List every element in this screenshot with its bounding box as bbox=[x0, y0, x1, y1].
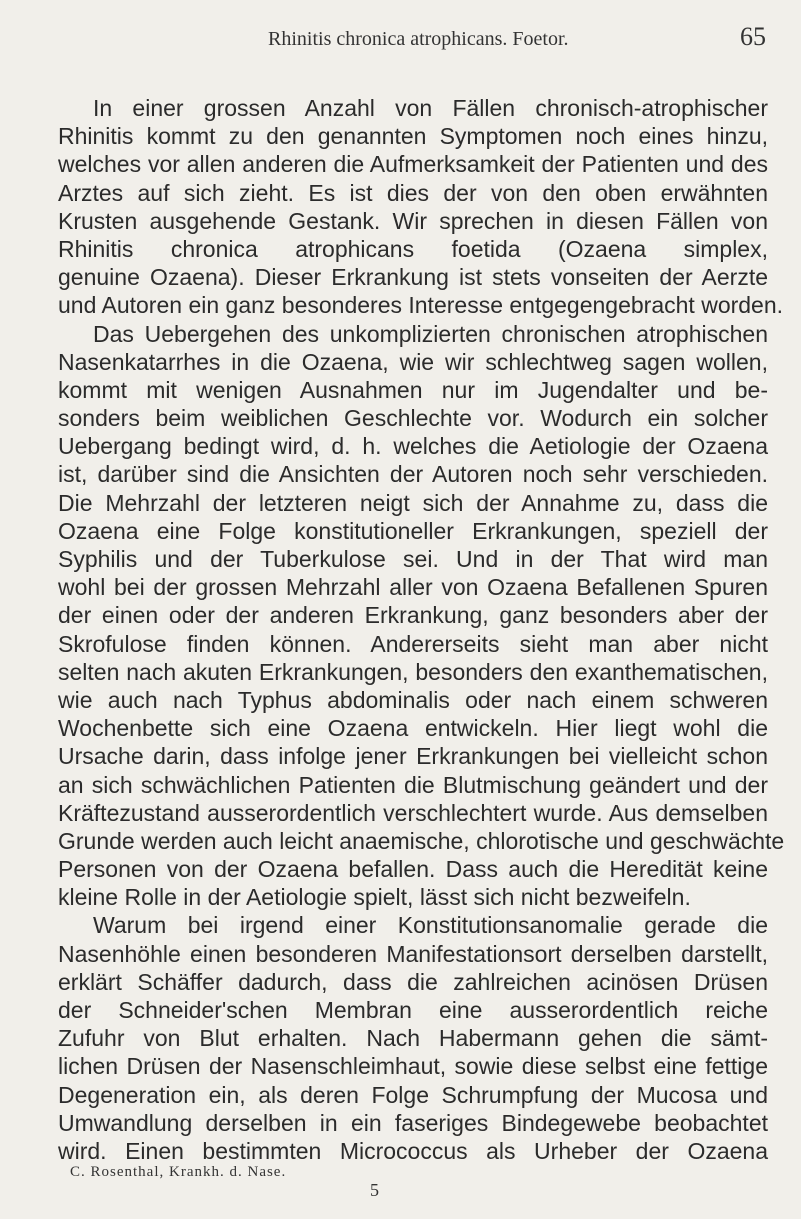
text-line: sonders beim weiblichen Geschlechte vor. Wodurch ein solcher bbox=[58, 405, 768, 432]
text-line: Personen von der Ozaena befallen. Dass auch die Heredität keine bbox=[58, 856, 768, 883]
text-line: Ursache darin, dass infolge jener Erkrankungen bei vielleicht schon bbox=[58, 743, 768, 770]
footer-note: C. Rosenthal, Krankh. d. Nase. bbox=[70, 1164, 287, 1180]
text-line: erklärt Schäffer dadurch, dass die zahlreichen acinösen Drüsen bbox=[58, 968, 768, 995]
text-line: Das Uebergehen des unkomplizierten chronischen atrophischen bbox=[93, 320, 768, 347]
text-line: und Autoren ein ganz besonderes Interesse entgegengebracht worden. bbox=[58, 292, 784, 319]
text-line: wie auch nach Typhus abdominalis oder nach einem schweren bbox=[58, 686, 768, 713]
text-line: Arztes auf sich zieht. Es ist dies der von den oben erwähnten bbox=[58, 179, 768, 206]
body-text bbox=[58, 94, 785, 1165]
text-line: ist, darüber sind die Ansichten der Autoren noch sehr verschieden. bbox=[58, 461, 768, 488]
text-line: Zufuhr von Blut erhalten. Nach Habermann gehen die sämt- bbox=[58, 1025, 768, 1052]
text-line: Rhinitis kommt zu den genannten Symptomen noch eines hinzu, bbox=[58, 123, 768, 150]
text-line: wohl bei der grossen Mehrzahl aller von Ozaena Befallenen Spuren bbox=[58, 574, 768, 601]
text-line: an sich schwächlichen Patienten die Blutmischung geändert und der bbox=[58, 771, 768, 798]
text-line: lichen Drüsen der Nasenschleimhaut, sowie diese selbst eine fettige bbox=[58, 1053, 768, 1080]
text-line: Skrofulose finden können. Andererseits sieht man aber nicht bbox=[58, 630, 768, 657]
text-line: Degeneration ein, als deren Folge Schrumpfung der Mucosa und bbox=[58, 1081, 768, 1108]
text-line: Die Mehrzahl der letzteren neigt sich der Annahme zu, dass die bbox=[58, 489, 768, 516]
text-line: wird. Einen bestimmten Micrococcus als Urheber der Ozaena bbox=[58, 1137, 768, 1164]
text-line: Nasenhöhle einen besonderen Manifestationsort derselben darstellt, bbox=[58, 940, 768, 967]
text-line: Kräftezustand ausserordentlich verschlechtert wurde. Aus demselben bbox=[58, 799, 768, 826]
text-line: kommt mit wenigen Ausnahmen nur im Jugendalter und be- bbox=[58, 376, 768, 403]
text-line: selten nach akuten Erkrankungen, besonders den exanthematischen, bbox=[58, 658, 768, 685]
text-line: kleine Rolle in der Aetiologie spielt, lässt sich nicht bezweifeln. bbox=[58, 884, 691, 911]
text-line: Wochenbette sich eine Ozaena entwickeln. Hier liegt wohl die bbox=[58, 715, 768, 742]
text-line: Umwandlung derselben in ein faseriges Bindegewebe beobachtet bbox=[58, 1109, 768, 1136]
text-line: welches vor allen anderen die Aufmerksamkeit der Patienten und des bbox=[58, 151, 768, 178]
text-line: Uebergang bedingt wird, d. h. welches die Aetiologie der Ozaena bbox=[58, 433, 768, 460]
text-line: Syphilis und der Tuberkulose sei. Und in der That wird man bbox=[58, 546, 768, 572]
signature-mark: 5 bbox=[370, 1180, 379, 1200]
text-line: Krusten ausgehende Gestank. Wir sprechen in diesen Fällen von bbox=[58, 207, 768, 234]
running-head: Rhinitis chronica atrophicans. Foetor. bbox=[268, 28, 569, 50]
text-line: der einen oder der anderen Erkrankung, ganz besonders aber der bbox=[58, 602, 768, 629]
text-line: Nasenkatarrhes in die Ozaena, wie wir schlechtweg sagen wollen, bbox=[58, 348, 768, 375]
text-line: Rhinitis chronica atrophicans foetida (Ozaena simplex, bbox=[58, 235, 768, 262]
text-line: Warum bei irgend einer Konstitutionsanomalie gerade die bbox=[93, 912, 768, 939]
text-line: Grunde werden auch leicht anaemische, chlorotische und geschwächte bbox=[58, 827, 785, 854]
text-line: In einer grossen Anzahl von Fällen chronisch-atrophischer bbox=[93, 95, 768, 121]
text-line: der Schneider'schen Membran eine ausserordentlich reiche bbox=[58, 997, 768, 1023]
text-line: Ozaena eine Folge konstitutioneller Erkrankungen, speziell der bbox=[58, 517, 768, 544]
page-number: 65 bbox=[740, 22, 766, 51]
text-line: genuine Ozaena). Dieser Erkrankung ist stets vonseiten der Aerzte bbox=[58, 264, 768, 291]
